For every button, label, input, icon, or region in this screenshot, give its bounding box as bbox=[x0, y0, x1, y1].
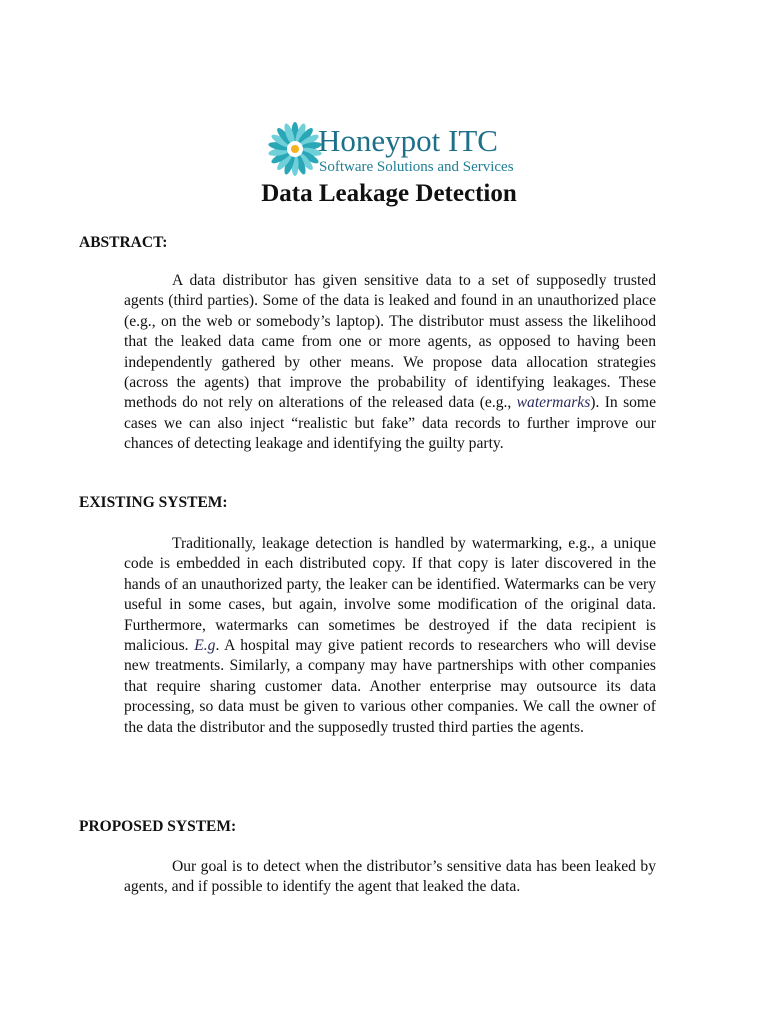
company-logo bbox=[266, 120, 526, 182]
flower-logo-icon bbox=[266, 120, 324, 178]
existing-text-part-1: Traditionally, leakage detection is handled by watermarking, e.g., a unique code is embedded in each distributed copy. If that copy is later discovered in the hands of an unauthorized party, the leaker can be identified. Watermarks can be very useful in some cases, but again, involve some modification of the original data. Furthermore, watermarks can sometimes be destroyed if the data recipient is malicious. bbox=[124, 535, 656, 655]
document-title: Data Leakage Detection bbox=[261, 180, 517, 207]
abstract-text-part-2: ). In some cases we can also inject “realistic but fake” data records to further improve our chances of detecting leakage and identifying the guilty party. bbox=[124, 394, 656, 453]
existing-text-part-2: . A hospital may give patient records to researchers who will devise new treatments. Similarly, a company may have partnerships with other companies that require sharing customer data. Another enterprise may outsource its data processing, so data must be given to various other companies. We call the owner of the data the distributor and the supposedly trusted third parties the agents. bbox=[124, 637, 656, 736]
proposed-system-paragraph: Our goal is to detect when the distributor’s sensitive data has been leaked by agents, and if possible to identify the agent that leaked the data. bbox=[124, 858, 656, 896]
logo-tagline: Software Solutions and Services bbox=[319, 159, 514, 175]
existing-system-paragraph bbox=[124, 534, 656, 738]
abstract-paragraph bbox=[124, 271, 656, 455]
proposed-system-heading: PROPOSED SYSTEM: bbox=[79, 818, 237, 835]
abstract-text-part-1: A data distributor has given sensitive data to a set of supposedly trusted agents (third parties). Some of the data is leaked and found in an unauthorized place (e.g., on the web or somebody’s laptop). The distributor must assess the likelihood that the leaked data came from one or more agents, as opposed to having been independently gathered by other means. We propose data allocation strategies (across the agents) that improve the probability of identifying leakages. These methods do not rely on alterations of the released data (e.g., bbox=[124, 272, 656, 412]
logo-company-name: Honeypot ITC bbox=[318, 123, 498, 158]
flower-center-dot bbox=[291, 145, 299, 153]
existing-system-heading: EXISTING SYSTEM: bbox=[79, 494, 228, 511]
existing-emphasis: E.g bbox=[194, 637, 216, 655]
abstract-emphasis: watermarks bbox=[516, 394, 591, 412]
abstract-heading: ABSTRACT: bbox=[79, 234, 168, 251]
